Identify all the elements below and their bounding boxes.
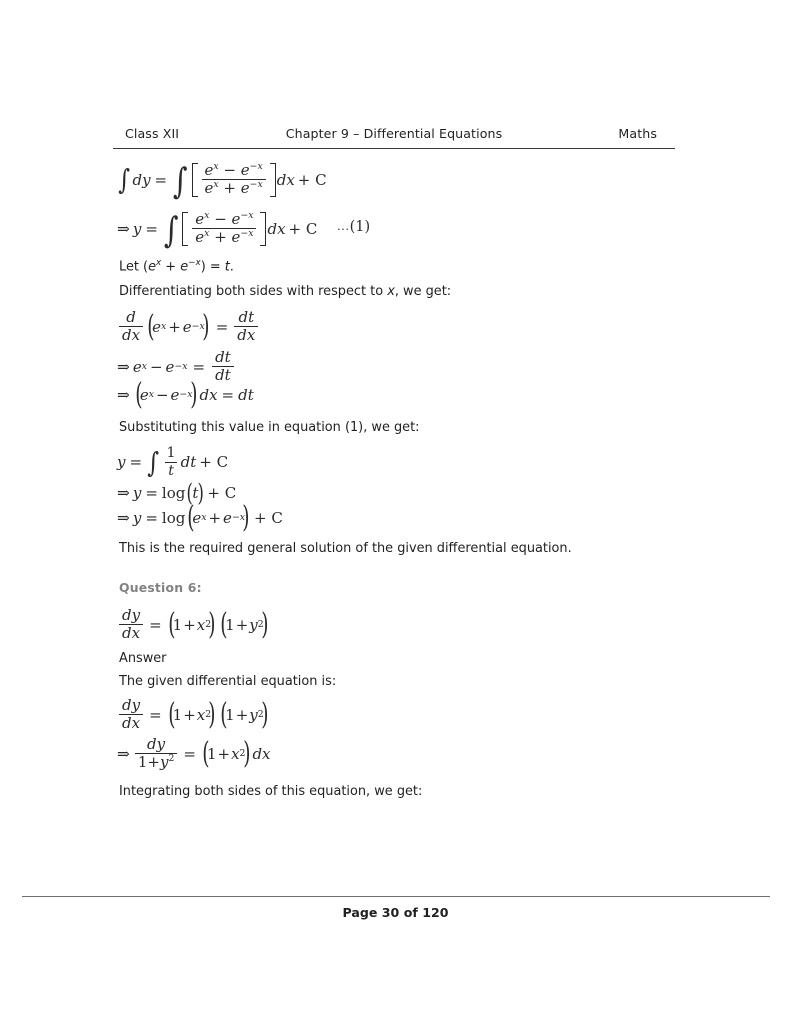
- log-function: log: [161, 509, 186, 527]
- exp-base: e: [180, 259, 189, 275]
- fraction-denominator: [202, 179, 266, 196]
- integral-sign: ∫: [147, 445, 160, 479]
- text-integrating: Integrating both sides of this equation, we get:: [119, 784, 423, 799]
- exponent: x: [204, 210, 210, 221]
- integral-sign: ∫: [172, 161, 188, 203]
- equals-sign: =: [183, 744, 196, 763]
- equation-given-restated: [117, 698, 271, 732]
- plus-sign: +: [217, 744, 231, 763]
- footer-page-number: Page 30 of 120: [342, 905, 449, 920]
- text-given-equation: The given differential equation is:: [119, 674, 337, 689]
- fraction-denominator: t: [165, 462, 177, 479]
- fraction-numerator: dt: [238, 308, 255, 326]
- header-chapter-title: Chapter 9 – Differential Equations: [285, 126, 503, 141]
- differential-dx: dx: [199, 386, 218, 404]
- exp-base: ( e: [139, 386, 149, 404]
- fraction-denominator: dx: [119, 714, 143, 731]
- plus-sign: +: [168, 317, 181, 336]
- fraction-denominator: dx: [119, 624, 143, 641]
- exp-base: ( e: [152, 317, 161, 336]
- diff-text-part2: , we get:: [394, 284, 452, 299]
- footer-divider: [22, 896, 770, 897]
- log-function: log: [161, 484, 186, 502]
- header-class-label: Class XII: [125, 126, 180, 141]
- paren-group: ( e x + e −x ): [185, 509, 252, 527]
- paren-group: ( 1 + x 2 ): [166, 616, 219, 634]
- minus-sign: −: [214, 210, 227, 228]
- paren-group: ( 1 + y 2 ): [218, 616, 271, 634]
- bracket-group: [192, 163, 276, 197]
- exp-base: e: [223, 509, 232, 527]
- fraction-numerator: 1: [166, 445, 176, 461]
- implies-arrow: ⇒: [117, 484, 130, 502]
- fraction-exp-ratio: [202, 163, 266, 197]
- equals-sign: =: [145, 484, 158, 502]
- differential-dy: dy: [132, 170, 151, 189]
- text-let-substitution: [119, 258, 234, 276]
- equation-y-integral-t: [117, 446, 228, 478]
- exp-base: e: [204, 179, 214, 198]
- variable-x: x: [196, 615, 206, 634]
- plus-sign: +: [183, 615, 196, 634]
- let-prefix: Let (: [119, 259, 149, 275]
- equals-sign: =: [129, 453, 143, 472]
- fraction-dy-over-one-plus-y2: [135, 737, 178, 771]
- number-one: 1: [137, 753, 148, 772]
- equation-y-log-t: [117, 484, 236, 502]
- fraction-denominator: [135, 753, 178, 770]
- equation-reference-1: [337, 219, 370, 235]
- minus-sign: −: [149, 357, 163, 376]
- equals-sign: =: [154, 170, 168, 189]
- variable-y: y: [159, 753, 169, 772]
- implies-arrow: ⇒: [117, 219, 130, 238]
- implies-arrow: ⇒: [117, 386, 130, 404]
- exp-base: e: [195, 228, 205, 247]
- diff-text-part1: Differentiating both sides with respect to: [119, 284, 388, 299]
- exp-base: ( e: [192, 509, 202, 527]
- exp-base: e: [240, 179, 250, 198]
- exponent: x: [204, 228, 210, 240]
- fraction-numerator: [192, 212, 256, 228]
- differential-dt: dt: [238, 386, 254, 404]
- equals-sign: =: [145, 509, 158, 527]
- integral-sign: ∫: [163, 210, 179, 252]
- number-one: ( 1: [206, 744, 217, 763]
- paren-group: ( 1 + x 2 ): [166, 706, 219, 724]
- equals-sign: ) =: [200, 259, 225, 275]
- exp-base: e: [182, 317, 192, 336]
- differential-dt: dt: [180, 453, 197, 472]
- paren-group: ( 1 + x 2 ): [200, 745, 253, 763]
- constant-term: + C: [253, 509, 283, 527]
- text-differentiating: [119, 283, 451, 300]
- equation-question6: [117, 608, 271, 642]
- variable-y: y: [132, 219, 142, 238]
- minus-sign: −: [155, 386, 169, 404]
- fraction-d-dx: [119, 310, 143, 344]
- page-header: [113, 126, 675, 149]
- plus-sign: +: [214, 228, 227, 247]
- plus-sign: +: [183, 705, 196, 724]
- variable-x: x: [196, 705, 206, 724]
- exp-base: e: [165, 357, 175, 376]
- exponent: −x: [249, 179, 263, 191]
- number-one: ( 1: [172, 705, 183, 724]
- plus-sign: +: [235, 705, 249, 724]
- number-one: ( 1: [225, 615, 235, 634]
- exponent: −x: [249, 161, 263, 172]
- fraction-numerator: [202, 163, 266, 179]
- exp-base: e: [132, 357, 142, 376]
- paren-group: ( e x − e −x ): [133, 386, 200, 404]
- equals-sign: =: [145, 219, 158, 238]
- number-one: ( 1: [225, 705, 235, 724]
- ellipsis: ...: [337, 219, 350, 233]
- exponent: 2: [168, 753, 175, 765]
- equation-derivative-definition: [117, 310, 260, 344]
- exponent: x: [213, 161, 219, 172]
- exp-base: e: [240, 161, 250, 179]
- question-heading: Question 6:: [119, 580, 202, 595]
- differential-dx: dx: [267, 219, 286, 238]
- differential-dx: dx: [252, 744, 271, 763]
- integral-sign: ∫: [118, 163, 131, 197]
- fraction-denominator: dx: [119, 326, 143, 343]
- variable-t: ( t: [192, 484, 199, 502]
- fraction-dt-dt: [212, 350, 234, 384]
- plus-sign: +: [223, 179, 236, 198]
- constant-term: + C: [297, 170, 327, 189]
- text-answer-label: Answer: [119, 651, 167, 666]
- plus-sign: +: [235, 615, 249, 634]
- exp-base: e: [195, 210, 205, 228]
- bracket-group: [182, 212, 266, 246]
- fraction-one-over-t: [164, 446, 179, 478]
- plus-sign: +: [208, 509, 222, 527]
- exponent: −x: [188, 258, 201, 268]
- fraction-dt-dx: [234, 310, 258, 344]
- variable-x: x: [231, 744, 240, 763]
- variable-y: y: [117, 453, 126, 472]
- equals-sign: =: [215, 317, 229, 336]
- constant-term: + C: [288, 219, 318, 238]
- exponent: x: [213, 179, 219, 191]
- equation-y-integral: [117, 210, 318, 252]
- exp-base: e: [231, 228, 241, 247]
- fraction-numerator: dy: [122, 606, 141, 624]
- variable-t: t: [224, 259, 230, 275]
- implies-arrow: ⇒: [117, 357, 130, 376]
- paren-group: ( e x + e −x ): [145, 318, 212, 336]
- number-one: ( 1: [172, 615, 183, 634]
- exp-base: e: [231, 210, 241, 228]
- exponent: x: [156, 258, 162, 268]
- fraction-dy-dx: [119, 608, 143, 642]
- equation-separated-variables: [117, 737, 271, 771]
- exp-base: e: [148, 259, 157, 275]
- equals-sign: =: [149, 615, 162, 634]
- equals-sign: =: [149, 705, 162, 724]
- fraction-dy-dx: [119, 698, 143, 732]
- variable-x: x: [387, 284, 395, 299]
- exp-base: e: [170, 386, 180, 404]
- text-substituting: Substituting this value in equation (1), we get:: [119, 420, 420, 435]
- variable-y: y: [249, 615, 258, 634]
- fraction-numerator: dt: [215, 348, 231, 366]
- variable-y: y: [132, 484, 142, 502]
- fraction-exp-ratio: [192, 212, 256, 246]
- variable-y: y: [249, 705, 258, 724]
- fraction-denominator: dt: [212, 366, 234, 383]
- fraction-numerator: dy: [147, 735, 166, 753]
- minus-sign: −: [223, 161, 236, 179]
- fraction-numerator: d: [126, 308, 136, 326]
- paren-group: ( 1 + y 2 ): [218, 706, 271, 724]
- fraction-numerator: dy: [122, 696, 141, 714]
- header-subject-label: Maths: [618, 126, 657, 141]
- implies-arrow: ⇒: [117, 744, 130, 763]
- constant-term: + C: [199, 453, 229, 472]
- exp-base: e: [204, 161, 214, 179]
- fraction-denominator: dx: [234, 326, 258, 343]
- implies-arrow: ⇒: [117, 509, 130, 527]
- equals-sign: =: [221, 386, 235, 404]
- differential-dx: dx: [276, 170, 295, 189]
- text-general-solution: This is the required general solution of the given differential equation.: [119, 541, 572, 556]
- period: .: [229, 259, 234, 275]
- equation-integral-dy: [117, 161, 327, 203]
- plus-sign: +: [147, 753, 160, 772]
- fraction-denominator: [192, 228, 256, 245]
- variable-y: y: [132, 509, 142, 527]
- reference-number: (1): [349, 219, 371, 235]
- equation-dx-dt: [117, 386, 254, 404]
- equals-sign: =: [192, 357, 206, 376]
- equation-y-log-exp: [117, 509, 283, 527]
- exponent: −x: [240, 228, 254, 240]
- equation-derivative-result: ⇒ e x − e −x = $\frac{dt}{dt}$: [117, 350, 236, 384]
- plus-sign: +: [161, 259, 181, 275]
- constant-term: + C: [207, 484, 237, 502]
- exponent: −x: [240, 210, 254, 221]
